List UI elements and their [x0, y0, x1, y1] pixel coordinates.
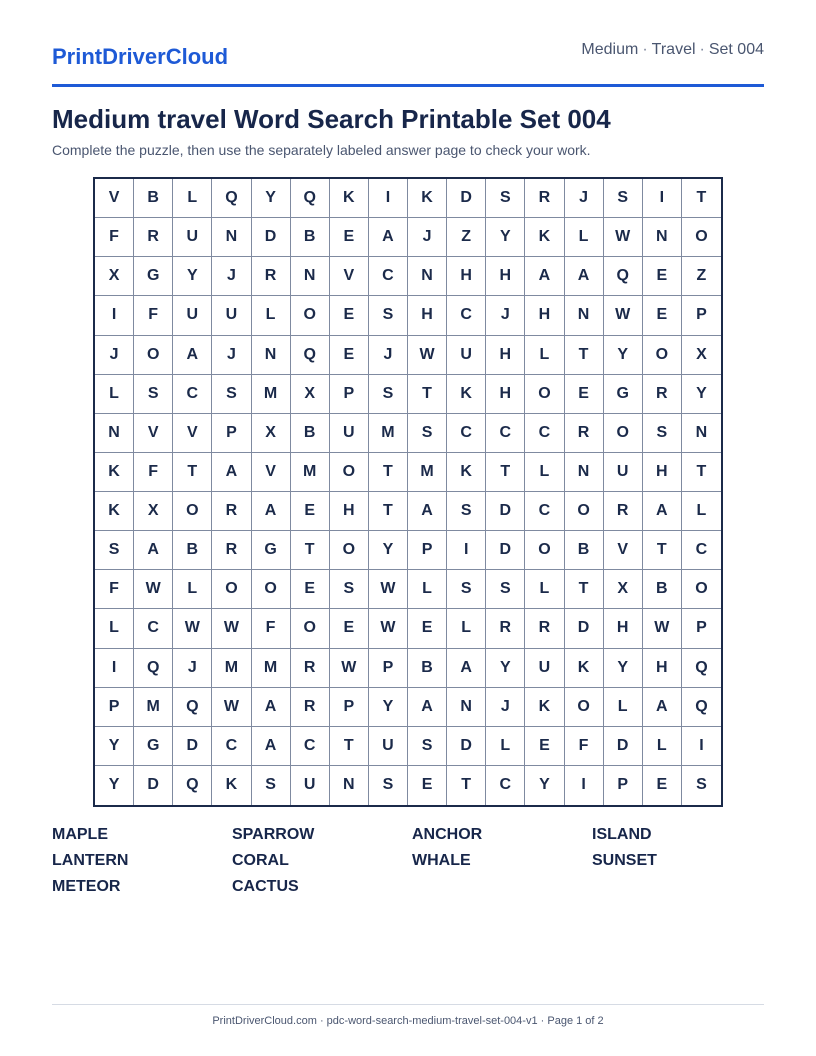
grid-cell: X: [95, 257, 134, 296]
grid-cell: A: [134, 531, 173, 570]
grid-cell: P: [212, 414, 251, 453]
grid-cell: H: [330, 492, 369, 531]
grid-cell: N: [447, 688, 486, 727]
grid-cell: D: [173, 727, 212, 766]
grid-cell: W: [173, 609, 212, 648]
grid-cell: C: [447, 296, 486, 335]
grid-cell: K: [447, 453, 486, 492]
grid-cell: R: [604, 492, 643, 531]
grid-cell: H: [486, 257, 525, 296]
difficulty-label: Medium: [581, 41, 639, 58]
grid-cell: F: [95, 218, 134, 257]
grid-cell: I: [447, 531, 486, 570]
grid-cell: G: [252, 531, 291, 570]
grid-cell: O: [291, 296, 330, 335]
grid-cell: D: [486, 531, 525, 570]
grid-cell: J: [212, 257, 251, 296]
grid-cell: K: [330, 179, 369, 218]
grid-cell: O: [252, 570, 291, 609]
grid-cell: C: [173, 375, 212, 414]
grid-cell: Y: [525, 766, 564, 805]
grid-cell: A: [447, 649, 486, 688]
grid-cell: S: [447, 492, 486, 531]
grid-cell: N: [565, 453, 604, 492]
grid-cell: S: [486, 179, 525, 218]
grid-cell: K: [447, 375, 486, 414]
grid-cell: V: [604, 531, 643, 570]
grid-cell: Q: [682, 688, 721, 727]
grid-cell: O: [330, 453, 369, 492]
grid-cell: N: [565, 296, 604, 335]
grid-cell: S: [447, 570, 486, 609]
grid-cell: Q: [291, 179, 330, 218]
grid-cell: B: [643, 570, 682, 609]
grid-cell: V: [134, 414, 173, 453]
grid-cell: N: [643, 218, 682, 257]
grid-cell: J: [173, 649, 212, 688]
word-list-item: ISLAND: [592, 826, 652, 843]
grid-cell: F: [252, 609, 291, 648]
grid-cell: K: [408, 179, 447, 218]
grid-cell: O: [525, 375, 564, 414]
grid-cell: T: [369, 453, 408, 492]
grid-cell: L: [95, 609, 134, 648]
grid-cell: S: [408, 414, 447, 453]
grid-cell: L: [173, 179, 212, 218]
grid-cell: U: [291, 766, 330, 805]
grid-cell: S: [212, 375, 251, 414]
puzzle-meta: [581, 41, 764, 59]
grid-cell: N: [212, 218, 251, 257]
grid-cell: Y: [604, 649, 643, 688]
word-list-item: CORAL: [232, 852, 289, 869]
grid-cell: U: [173, 218, 212, 257]
page-header: [52, 38, 764, 87]
grid-cell: C: [212, 727, 251, 766]
grid-cell: C: [486, 414, 525, 453]
grid-cell: R: [643, 375, 682, 414]
grid-cell: K: [95, 492, 134, 531]
grid-cell: M: [252, 649, 291, 688]
grid-cell: W: [330, 649, 369, 688]
grid-cell: Y: [173, 257, 212, 296]
grid-cell: U: [173, 296, 212, 335]
grid-cell: V: [252, 453, 291, 492]
grid-cell: E: [330, 296, 369, 335]
grid-cell: O: [682, 570, 721, 609]
grid-cell: H: [486, 336, 525, 375]
grid-cell: H: [447, 257, 486, 296]
grid-cell: E: [643, 257, 682, 296]
meta-separator: ·: [699, 41, 705, 58]
grid-cell: H: [604, 609, 643, 648]
grid-cell: S: [643, 414, 682, 453]
grid-cell: S: [486, 570, 525, 609]
grid-cell: V: [330, 257, 369, 296]
grid-cell: R: [486, 609, 525, 648]
grid-cell: L: [604, 688, 643, 727]
grid-cell: Y: [682, 375, 721, 414]
grid-cell: C: [486, 766, 525, 805]
word-list-item: SPARROW: [232, 826, 315, 843]
grid-cell: C: [447, 414, 486, 453]
grid-cell: R: [212, 531, 251, 570]
grid-cell: F: [134, 296, 173, 335]
grid-cell: W: [369, 609, 408, 648]
grid-cell: T: [682, 179, 721, 218]
grid-cell: V: [173, 414, 212, 453]
grid-cell: Q: [134, 649, 173, 688]
grid-cell: Y: [604, 336, 643, 375]
grid-cell: T: [565, 570, 604, 609]
grid-cell: A: [408, 688, 447, 727]
grid-cell: Z: [447, 218, 486, 257]
grid-cell: A: [643, 688, 682, 727]
grid-cell: S: [604, 179, 643, 218]
grid-cell: G: [134, 727, 173, 766]
grid-cell: I: [682, 727, 721, 766]
grid-cell: Q: [291, 336, 330, 375]
grid-cell: K: [525, 218, 564, 257]
word-search-grid: [93, 177, 723, 807]
grid-cell: W: [408, 336, 447, 375]
footer-site: PrintDriverCloud.com: [212, 1015, 317, 1027]
grid-cell: G: [604, 375, 643, 414]
grid-cell: A: [173, 336, 212, 375]
grid-cell: Q: [173, 766, 212, 805]
grid-cell: E: [291, 492, 330, 531]
grid-cell: S: [134, 375, 173, 414]
grid-cell: D: [604, 727, 643, 766]
grid-cell: D: [447, 179, 486, 218]
grid-cell: E: [330, 218, 369, 257]
grid-cell: F: [95, 570, 134, 609]
grid-cell: E: [643, 766, 682, 805]
grid-cell: X: [291, 375, 330, 414]
page-footer: [52, 1004, 764, 1027]
grid-cell: J: [565, 179, 604, 218]
grid-cell: T: [486, 453, 525, 492]
grid-cell: J: [408, 218, 447, 257]
grid-cell: O: [525, 531, 564, 570]
grid-cell: U: [212, 296, 251, 335]
word-list-item: MAPLE: [52, 826, 108, 843]
grid-cell: B: [291, 414, 330, 453]
grid-cell: E: [291, 570, 330, 609]
word-list-item: ANCHOR: [412, 826, 483, 843]
word-list: [52, 826, 764, 904]
grid-cell: R: [212, 492, 251, 531]
grid-cell: B: [565, 531, 604, 570]
grid-cell: P: [95, 688, 134, 727]
grid-cell: F: [565, 727, 604, 766]
grid-cell: W: [212, 688, 251, 727]
grid-cell: I: [643, 179, 682, 218]
grid-cell: K: [212, 766, 251, 805]
grid-cell: L: [565, 218, 604, 257]
grid-cell: D: [486, 492, 525, 531]
grid-cell: M: [252, 375, 291, 414]
grid-cell: K: [95, 453, 134, 492]
grid-cell: H: [643, 649, 682, 688]
grid-cell: E: [643, 296, 682, 335]
grid-cell: J: [95, 336, 134, 375]
grid-cell: R: [291, 688, 330, 727]
grid-cell: A: [565, 257, 604, 296]
grid-cell: A: [643, 492, 682, 531]
grid-cell: U: [369, 727, 408, 766]
grid-cell: I: [95, 296, 134, 335]
grid-cell: A: [369, 218, 408, 257]
grid-cell: K: [525, 688, 564, 727]
grid-cell: O: [565, 688, 604, 727]
grid-cell: J: [486, 688, 525, 727]
grid-cell: N: [682, 414, 721, 453]
grid-cell: T: [447, 766, 486, 805]
grid-cell: A: [212, 453, 251, 492]
grid-cell: I: [565, 766, 604, 805]
footer-page-number: Page 1 of 2: [547, 1015, 604, 1027]
grid-cell: O: [682, 218, 721, 257]
grid-cell: R: [525, 179, 564, 218]
brand-logo[interactable]: PrintDriverCloud: [52, 44, 229, 69]
grid-cell: E: [330, 609, 369, 648]
footer-separator: ·: [540, 1015, 545, 1027]
grid-cell: D: [447, 727, 486, 766]
set-label: Set 004: [708, 41, 764, 58]
grid-cell: C: [525, 492, 564, 531]
grid-cell: R: [134, 218, 173, 257]
grid-cell: W: [212, 609, 251, 648]
grid-cell: Y: [486, 218, 525, 257]
grid-cell: U: [447, 336, 486, 375]
grid-cell: D: [252, 218, 291, 257]
grid-cell: C: [682, 531, 721, 570]
grid-cell: A: [525, 257, 564, 296]
word-list-item: WHALE: [412, 852, 471, 869]
page-subtitle: Complete the puzzle, then use the separately labeled answer page to check your work.: [52, 142, 591, 158]
grid-cell: L: [525, 570, 564, 609]
grid-cell: C: [369, 257, 408, 296]
grid-cell: T: [291, 531, 330, 570]
grid-cell: Q: [212, 179, 251, 218]
grid-cell: N: [291, 257, 330, 296]
grid-cell: T: [369, 492, 408, 531]
grid-cell: L: [525, 453, 564, 492]
grid-cell: X: [604, 570, 643, 609]
grid-cell: P: [330, 688, 369, 727]
grid-cell: P: [330, 375, 369, 414]
grid-cell: P: [369, 649, 408, 688]
grid-cell: L: [525, 336, 564, 375]
grid-cell: Y: [486, 649, 525, 688]
grid-cell: I: [95, 649, 134, 688]
grid-cell: P: [408, 531, 447, 570]
grid-cell: L: [173, 570, 212, 609]
grid-cell: R: [252, 257, 291, 296]
grid-cell: W: [604, 296, 643, 335]
grid-cell: F: [134, 453, 173, 492]
grid-cell: X: [682, 336, 721, 375]
grid-cell: E: [525, 727, 564, 766]
grid-cell: Y: [95, 766, 134, 805]
grid-cell: T: [682, 453, 721, 492]
grid-cell: M: [212, 649, 251, 688]
grid-cell: L: [682, 492, 721, 531]
word-list-item: CACTUS: [232, 878, 299, 895]
grid-cell: K: [565, 649, 604, 688]
grid-cell: W: [134, 570, 173, 609]
grid-cell: S: [369, 766, 408, 805]
grid-cell: S: [696, 776, 707, 794]
grid-cell: Y: [95, 727, 134, 766]
grid-cell: Q: [173, 688, 212, 727]
grid-cell: L: [447, 609, 486, 648]
grid-cell: J: [212, 336, 251, 375]
grid-cell: B: [173, 531, 212, 570]
grid-cell: O: [565, 492, 604, 531]
grid-cell: Q: [604, 257, 643, 296]
grid-cell: R: [565, 414, 604, 453]
grid-cell: Y: [369, 531, 408, 570]
grid-cell: X: [134, 492, 173, 531]
grid-cell: H: [486, 375, 525, 414]
grid-cell: W: [643, 609, 682, 648]
grid-cell: O: [173, 492, 212, 531]
grid-cell: M: [369, 414, 408, 453]
grid-cell: A: [252, 727, 291, 766]
grid-cell: R: [525, 609, 564, 648]
word-list-item: METEOR: [52, 878, 121, 895]
grid-cell: O: [330, 531, 369, 570]
grid-cell: N: [252, 336, 291, 375]
grid-cell: M: [134, 688, 173, 727]
grid-cell: Q: [682, 649, 721, 688]
grid-cell: S: [95, 531, 134, 570]
grid-cell: P: [682, 296, 721, 335]
grid-cell: A: [252, 492, 291, 531]
word-list-item: SUNSET: [592, 852, 657, 869]
grid-cell: H: [643, 453, 682, 492]
grid-cell: H: [525, 296, 564, 335]
grid-cell: N: [330, 766, 369, 805]
word-list-item: LANTERN: [52, 852, 129, 869]
grid-cell: L: [643, 727, 682, 766]
grid-cell: L: [408, 570, 447, 609]
grid-cell: S: [252, 766, 291, 805]
grid-cell: N: [408, 257, 447, 296]
grid-cell: Y: [369, 688, 408, 727]
grid-cell: D: [134, 766, 173, 805]
footer-separator: ·: [319, 1015, 324, 1027]
grid-cell: B: [408, 649, 447, 688]
grid-cell: O: [604, 414, 643, 453]
grid-cell: O: [643, 336, 682, 375]
grid-cell: C: [134, 609, 173, 648]
grid-cell: U: [604, 453, 643, 492]
grid-cell: P: [682, 609, 721, 648]
meta-separator: ·: [642, 41, 648, 58]
grid-cell: C: [291, 727, 330, 766]
grid-cell: E: [565, 375, 604, 414]
grid-cell: S: [330, 570, 369, 609]
page-title: Medium travel Word Search Printable Set 004: [52, 104, 611, 134]
footer-doc-id: pdc-word-search-medium-travel-set-004-v1: [326, 1015, 538, 1027]
grid-cell: E: [408, 766, 447, 805]
grid-cell: O: [134, 336, 173, 375]
theme-label: Travel: [651, 41, 696, 58]
grid-cell: P: [604, 766, 643, 805]
grid-cell: L: [95, 375, 134, 414]
grid-cell: R: [291, 649, 330, 688]
grid-cell: N: [95, 414, 134, 453]
grid-cell: M: [408, 453, 447, 492]
grid-cell: W: [369, 570, 408, 609]
grid-cell: E: [408, 609, 447, 648]
grid-cell: Z: [682, 257, 721, 296]
grid-cell: T: [643, 531, 682, 570]
grid-cell: W: [604, 218, 643, 257]
grid-cell: T: [408, 375, 447, 414]
grid-cell: S: [369, 296, 408, 335]
grid-cell: D: [565, 609, 604, 648]
grid-cell: I: [369, 179, 408, 218]
grid-cell: A: [252, 688, 291, 727]
grid-cell: Y: [252, 179, 291, 218]
grid-cell: B: [291, 218, 330, 257]
grid-cell: U: [330, 414, 369, 453]
grid-cell: O: [291, 609, 330, 648]
grid-cell: O: [212, 570, 251, 609]
grid-cell: B: [134, 179, 173, 218]
grid-cell: L: [252, 296, 291, 335]
grid-cell: A: [408, 492, 447, 531]
grid-cell: G: [134, 257, 173, 296]
grid-cell: S: [408, 727, 447, 766]
grid-cell: J: [486, 296, 525, 335]
grid-cell: X: [252, 414, 291, 453]
grid-cell: S: [369, 375, 408, 414]
grid-cell: J: [369, 336, 408, 375]
grid-cell: U: [525, 649, 564, 688]
grid-cell: T: [330, 727, 369, 766]
grid-cell: C: [525, 414, 564, 453]
grid-cell: M: [291, 453, 330, 492]
grid-cell: T: [565, 336, 604, 375]
grid-cell: L: [486, 727, 525, 766]
grid-cell: H: [408, 296, 447, 335]
grid-cell: E: [330, 336, 369, 375]
grid-cell: V: [95, 179, 134, 218]
grid-cell: T: [173, 453, 212, 492]
